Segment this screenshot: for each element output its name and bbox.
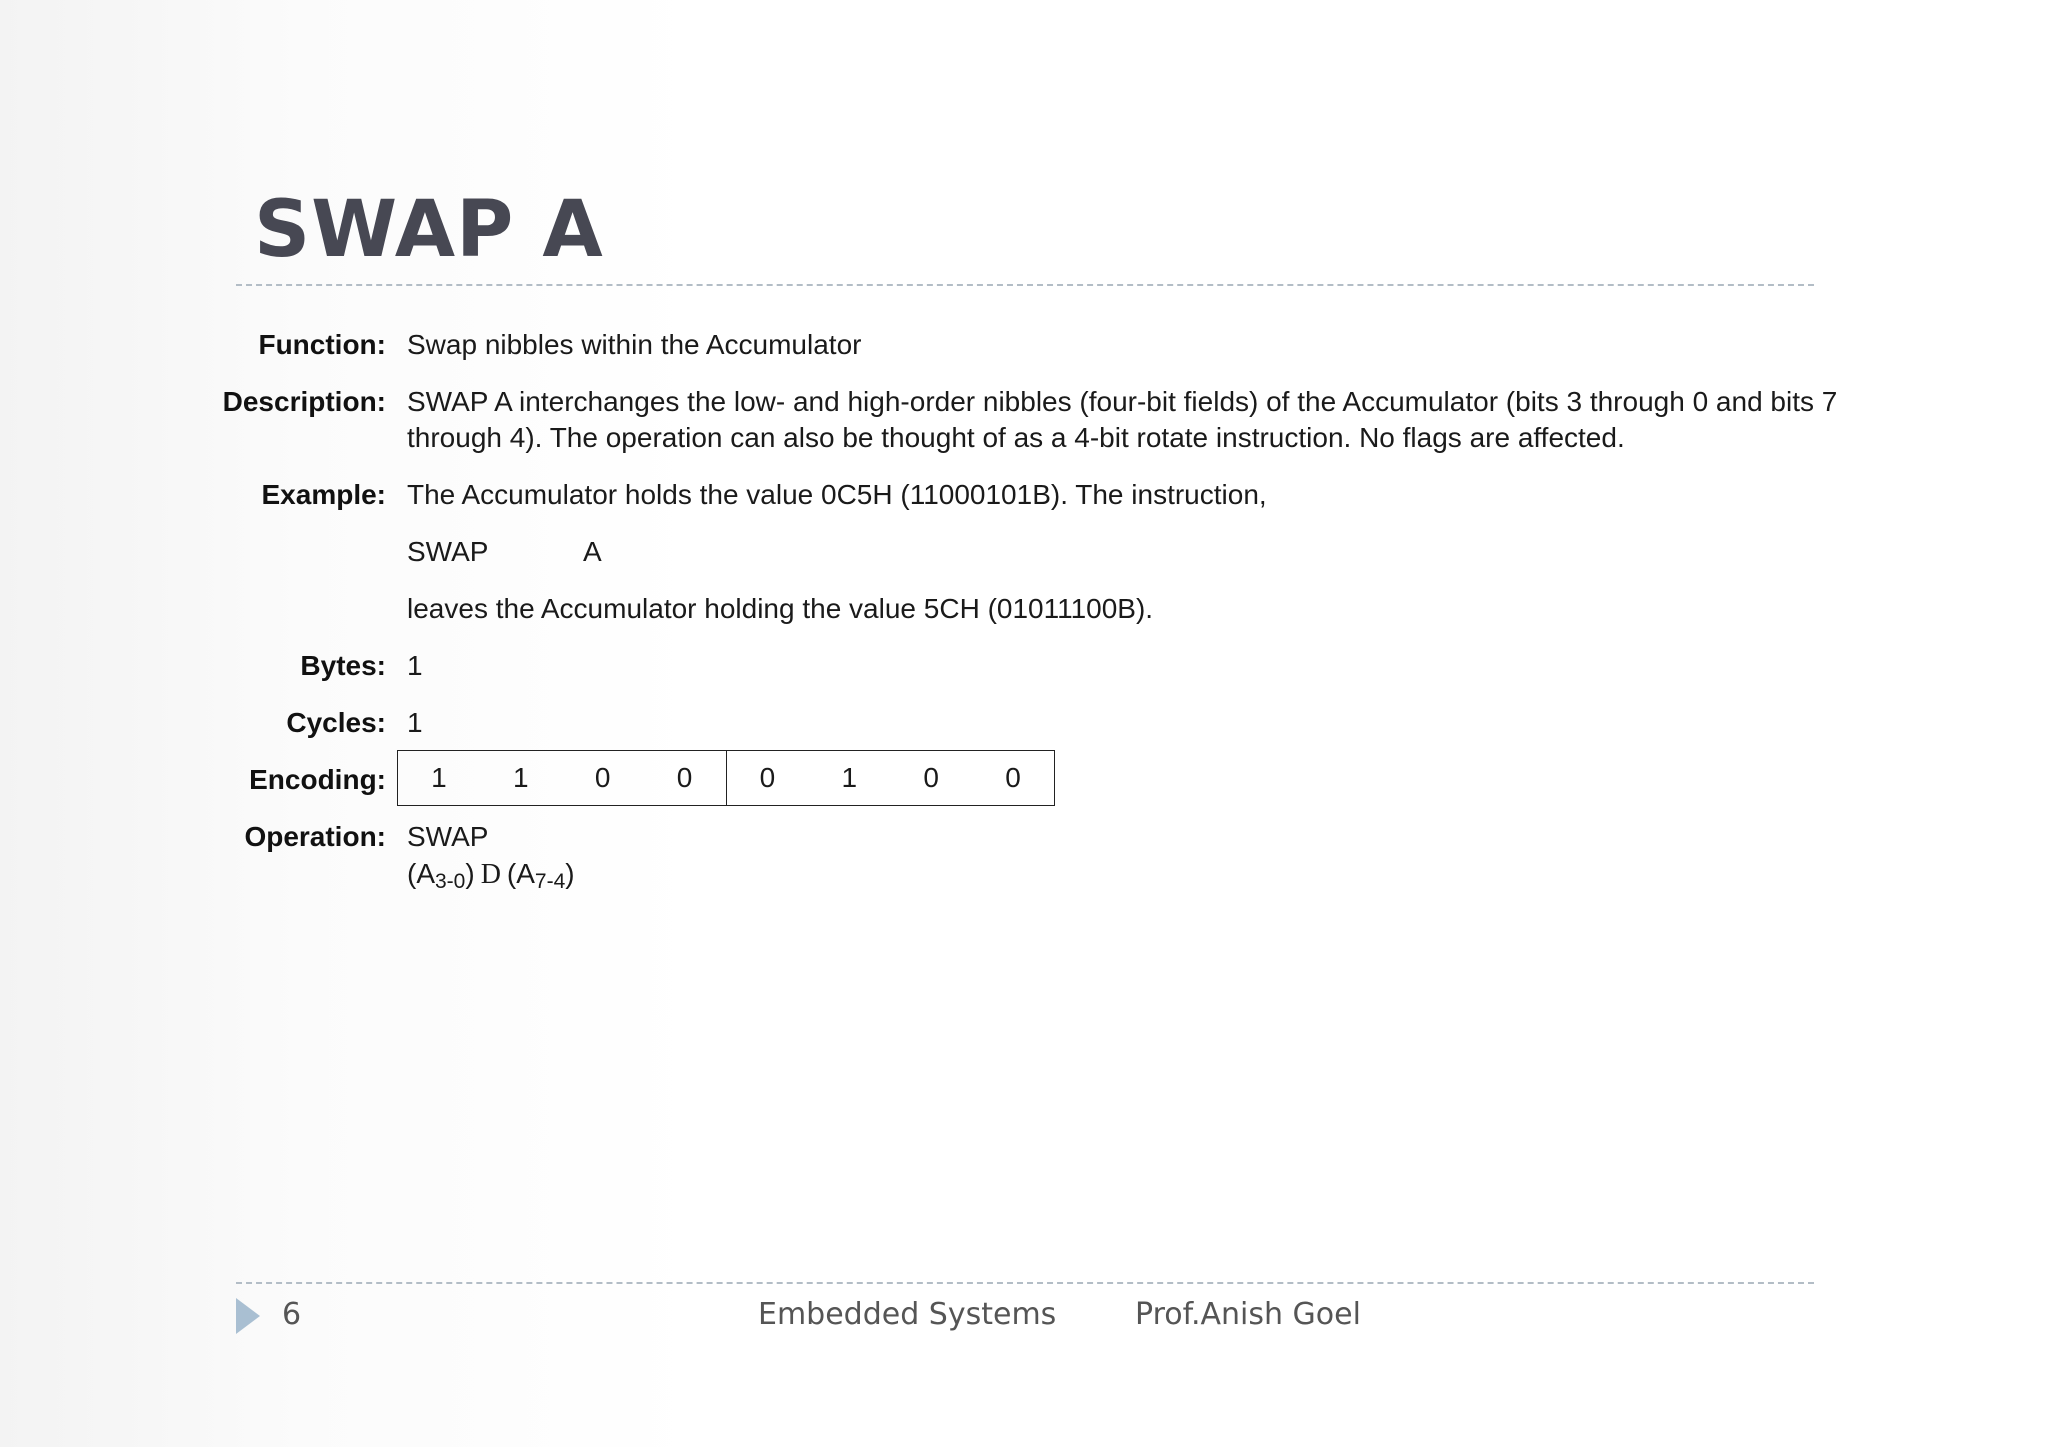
encoding-bit: 0 — [676, 762, 693, 793]
encoding-label: Encoding: — [249, 764, 386, 795]
operation-lhs: (A — [407, 858, 435, 889]
encoding-bit: 0 — [594, 762, 611, 793]
description-text: SWAP A interchanges the low- and high-order nibbles (four-bit fields) of the Accumulator (bits 3 through 0 and bits 7 through 4). The operation can also be thought of as a 4-bit rotate instruction. No flags are affected. — [407, 386, 1838, 453]
bytes-label: Bytes: — [300, 650, 386, 681]
operation-lhs-subscript: 3-0 — [435, 870, 466, 893]
example-line-3: leaves the Accumulator holding the value 5CH (01011100B). — [407, 593, 1154, 624]
operation-lhs-close: ) — [465, 858, 475, 889]
encoding-bit: 1 — [841, 762, 858, 793]
description-label: Description: — [222, 386, 386, 417]
operation-name: SWAP — [407, 821, 489, 852]
encoding-bit: 1 — [513, 762, 529, 793]
bytes-value: 1 — [407, 650, 423, 681]
footer-divider — [236, 1282, 1814, 1284]
example-code-op: SWAP — [407, 536, 489, 567]
example-code-operand: A — [583, 536, 602, 567]
operation-rhs: (A — [506, 858, 535, 889]
footer-course: Embedded Systems — [758, 1297, 1057, 1332]
footer-author: Prof.Anish Goel — [1135, 1297, 1361, 1332]
operation-label: Operation: — [244, 821, 386, 852]
encoding-bit: 0 — [759, 762, 776, 793]
encoding-high-nibble — [398, 751, 726, 805]
encoding-low-nibble — [726, 751, 1055, 805]
operation-symbol: D — [480, 859, 501, 890]
operation-rhs-subscript: 7-4 — [534, 870, 566, 893]
encoding-bit: 0 — [1005, 762, 1021, 793]
cycles-label: Cycles: — [286, 707, 386, 738]
operation-rhs-close: ) — [565, 858, 575, 889]
encoding-bit: 1 — [431, 762, 447, 793]
footer-arrow-icon — [236, 1298, 260, 1334]
example-line-1: The Accumulator holds the value 0C5H (11000101B). The instruction, — [407, 479, 1267, 510]
slide-title: SWAP A — [254, 185, 604, 275]
function-text: Swap nibbles within the Accumulator — [407, 329, 862, 360]
title-divider — [236, 284, 1814, 286]
function-label: Function: — [258, 329, 386, 360]
page-number: 6 — [282, 1297, 302, 1332]
cycles-value: 1 — [407, 707, 423, 738]
encoding-bit: 0 — [923, 762, 939, 793]
example-label: Example: — [261, 479, 386, 510]
operation-expression — [407, 856, 575, 900]
encoding-table — [397, 750, 1055, 806]
example-code — [407, 534, 602, 570]
